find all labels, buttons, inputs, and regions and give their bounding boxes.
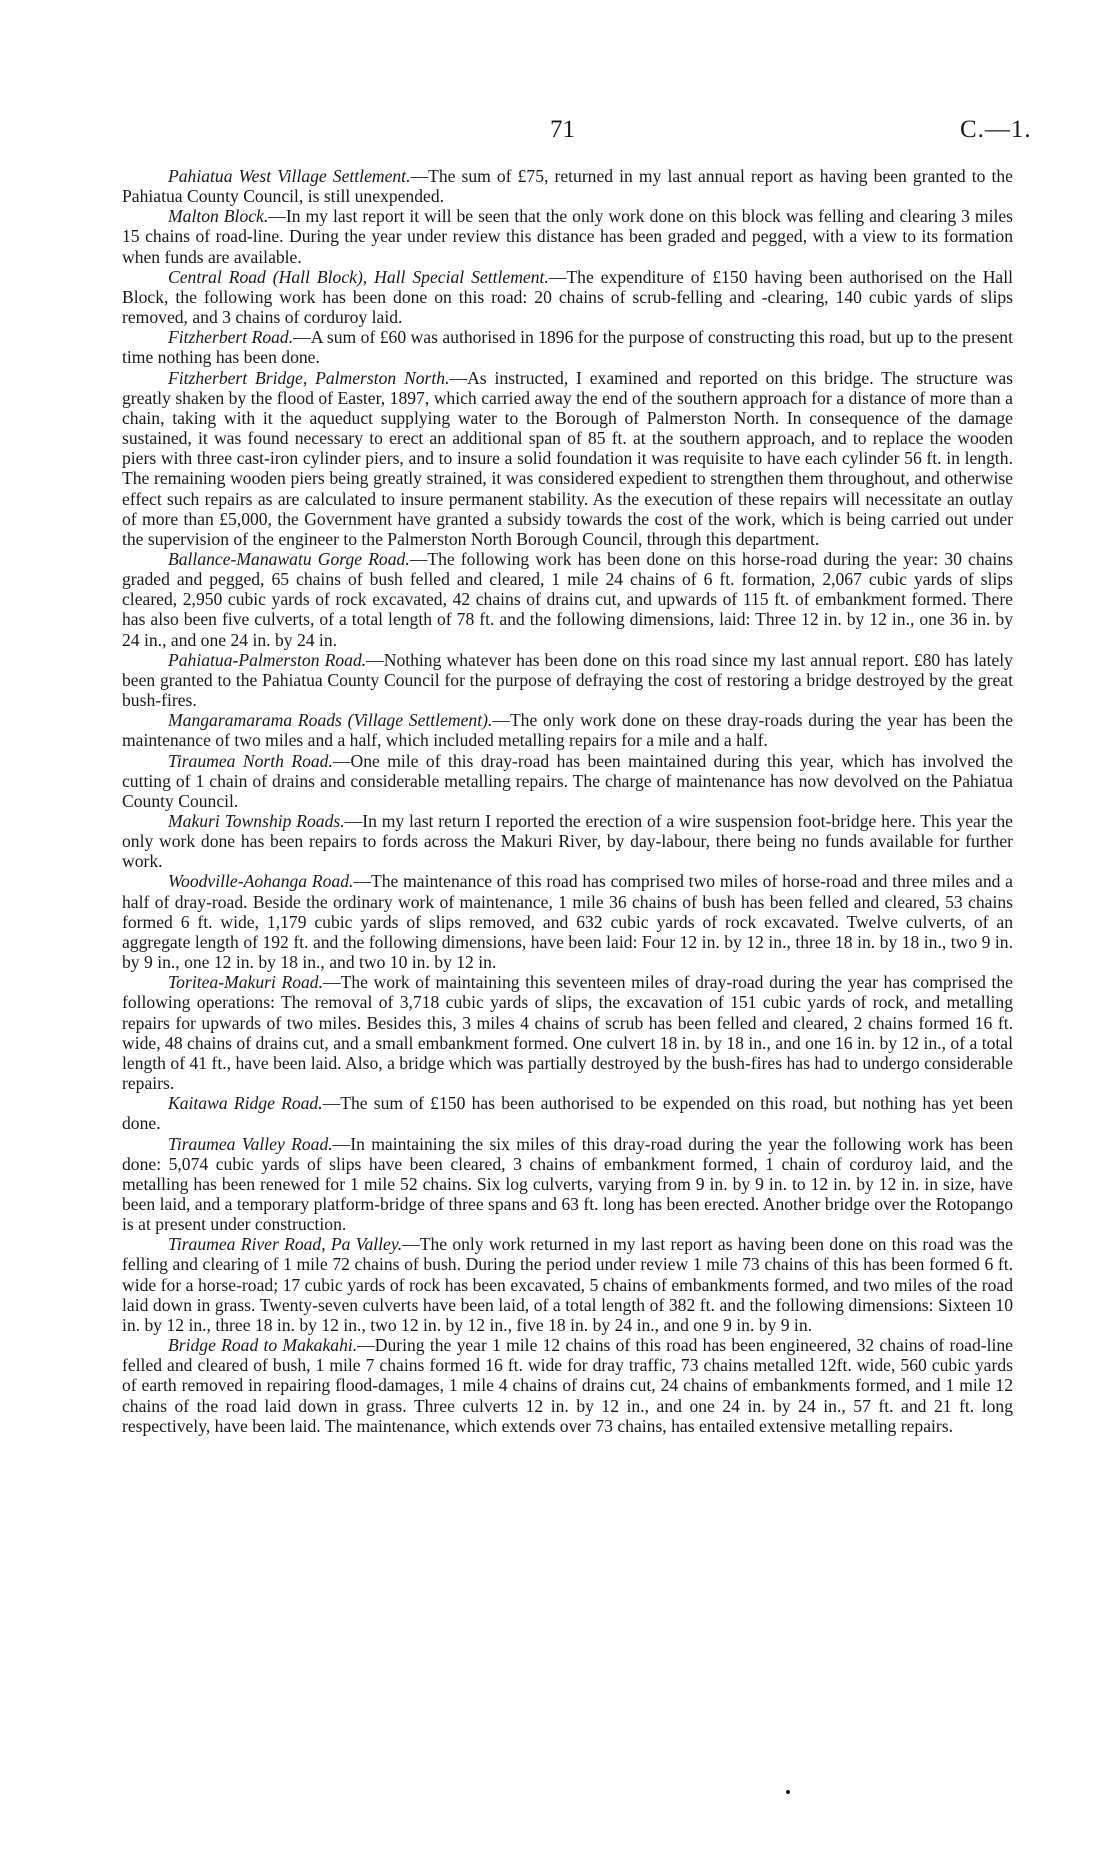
paragraph (122, 871, 1013, 972)
paragraph-heading: Tiraumea North Road. (168, 750, 333, 771)
paragraph-heading: Ballance-Manawatu Gorge Road. (168, 548, 410, 569)
paragraph-heading: Malton Block. (168, 206, 269, 227)
paragraph-heading: Toritea-Makuri Road. (168, 972, 323, 993)
paragraph-text: —The expenditure of £150 having been authorised on the Hall Block, the following work has been done on this road: 20 chains of scrub-felling and -clearing, 140 cubic yards of slips removed, and 3 chains of corduroy laid. (122, 266, 1013, 328)
paragraph-heading: Pahiatua-Palmerston Road. (168, 649, 367, 670)
paragraph (122, 650, 1013, 710)
paragraph-heading: Mangaramarama Roads (Village Settlement). (168, 710, 493, 731)
paragraph-text: —The sum of £75, returned in my last annual report as having been granted to the Pahiatua County Council, is still unexpended. (122, 166, 1013, 207)
paragraph-text: —During the year 1 mile 12 chains of this road has been engineered, 32 chains of road-line felled and cleared of bush, 1 mile 7 chains formed 16 ft. wide for dray traffic, 73 chains metalled 12ft. wide, 560 cubic yards of earth removed in repairing flood-damages, 1 mile 4 chains of drains cut, 24 chains of embankments formed, and 1 mile 12 chains of the road laid down in grass. Three culverts 12 in. by 12 in., and one 24 in. by 24 in., 57 ft. and 21 ft. long respectively, have been laid. The maintenance, which extends over 73 chains, has entailed extensive metalling repairs. (122, 1335, 1013, 1436)
paragraph (122, 549, 1013, 650)
paragraph-text: —A sum of £60 was authorised in 1896 for the purpose of constructing this road, but up to the present time nothing has been done. (122, 327, 1013, 368)
paragraph-heading: Fitzherbert Bridge, Palmerston North. (168, 367, 450, 388)
paragraph (122, 327, 1013, 367)
paragraph (122, 267, 1013, 327)
paragraph-text: —One mile of this dray-road has been maintained during this year, which has involved the cutting of 1 chain of drains and considerable metalling repairs. The charge of maintenance has now devolved on the Pahiatua County Council. (122, 750, 1013, 811)
paragraph (122, 811, 1013, 871)
paragraph (122, 751, 1013, 811)
body-text (122, 166, 1013, 1436)
paragraph-text: —In maintaining the six miles of this dray-road during the year the following work has been done: 5,074 cubic yards of slips have been cleared, 3 chains of embankment formed, 1 chain of corduroy laid, and the metalling has been renewed for 1 mile 52 chains. Six log culverts, varying from 9 in. by 9 in. to 12 in. by 12 in. in size, have been laid, and a temporary platform-bridge of three spans and 63 ft. long has been erected. Another bridge over the Rotopango is at present under construction. (122, 1133, 1013, 1235)
page-number: 71 (550, 116, 575, 143)
paragraph-text: —In my last report it will be seen that the only work done on this block was felling and clearing 3 miles 15 chains of road-line. During the year under review this distance has been graded and pegged, with a view to its formation when funds are available. (122, 206, 1013, 267)
paragraph-text: —The sum of £150 has been authorised to be expended on this road, but nothing has yet been done. (122, 1093, 1013, 1134)
paragraph (122, 1134, 1013, 1235)
paragraph-text: —As instructed, I examined and reported on this bridge. The structure was greatly shaken by the flood of Easter, 1897, which carried away the end of the southern approach for a distance of more than a chain, taking with it the aqueduct supplying water to the Borough of Palmerston North. In consequence of the damage sustained, it was found necessary to erect an additional span of 85 ft. at the southern approach, and to replace the wooden piers with three cast-iron cylinder piers, and to insure a solid foundation it was requisite to have each cylinder 56 ft. in length. The remaining wooden piers being greatly strained, it was considered expedient to strengthen them throughout, and otherwise effect such repairs as are calculated to insure permanent stability. As the execution of these repairs will necessitate an outlay of more than £5,000, the Government have granted a subsidy towards the cost of the work, which is being carried out under the supervision of the engineer to the Palmerston North Borough Council, through this department. (122, 367, 1013, 549)
stray-ink-dot (786, 1790, 790, 1794)
paragraph (122, 368, 1013, 549)
paragraph-heading: Tiraumea River Road, Pa Valley. (168, 1234, 403, 1255)
paragraph (122, 1335, 1013, 1436)
paragraph-text: —The only work done on these dray-roads during the year has been the maintenance of two miles and a half, which included metalling repairs for a mile and a half. (122, 710, 1014, 751)
paragraph-text: —The only work returned in my last report as having been done on this road was the felling and clearing of 1 mile 72 chains of bush. During the period under review 1 mile 73 chains of this has been formed 6 ft. wide for a horse-road; 17 cubic yards of rock has been excavated, 5 chains of embankments formed, and two miles of the road laid down in grass. Twenty-seven culverts have been laid, of a total length of 382 ft. and the following dimensions: Sixteen 10 in. by 12 in., three 18 in. by 12 in., two 12 in. by 12 in., five 18 in. by 24 in., and one 9 in. by 9 in. (122, 1234, 1013, 1335)
paragraph (122, 710, 1013, 750)
paragraph-heading: Tiraumea Valley Road. (168, 1133, 333, 1154)
page-code: C.—1. (960, 116, 1032, 143)
paragraph-heading: Central Road (Hall Block), Hall Special Settlement. (168, 266, 549, 287)
paragraph (122, 206, 1013, 266)
paragraph-heading: Bridge Road to Makakahi. (168, 1335, 358, 1356)
paragraph (122, 972, 1013, 1093)
paragraph (122, 166, 1013, 206)
paragraph-heading: Fitzherbert Road. (168, 327, 294, 348)
paragraph (122, 1093, 1013, 1133)
paragraph-text: —In my last return I reported the erection of a wire suspension foot-bridge here. This year the only work done has been repairs to fords across the Makuri River, by day-labour, there being no funds available for further work. (122, 811, 1013, 872)
paragraph-text: —The maintenance of this road has comprised two miles of horse-road and three miles and a half of dray-road. Beside the ordinary work of maintenance, 1 mile 36 chains of bush has been felled and cleared, 53 chains formed 6 ft. wide, 1,179 cubic yards of slips removed, and 632 cubic yards of rock excavated. Twelve culverts, of an aggregate length of 192 ft. and the following dimensions, have been laid: Four 12 in. by 12 in., three 18 in. by 18 in., two 9 in. by 9 in., one 12 in. by 18 in., and two 10 in. by 12 in. (122, 871, 1013, 973)
paragraph-heading: Makuri Township Roads. (168, 811, 345, 831)
paragraph-text: —The following work has been done on this horse-road during the year: 30 chains graded and pegged, 65 chains of bush felled and cleared, 1 mile 24 chains of 6 ft. formation, 2,067 cubic yards of slips cleared, 2,950 cubic yards of rock excavated, 42 chains of drains cut, and upwards of 115 ft. of embankment formed. There has also been five culverts, of a total length of 78 ft. and the following dimensions, laid: Three 12 in. by 12 in., one 36 in. by 24 in., and one 24 in. by 24 in. (122, 548, 1014, 650)
paragraph-heading: Kaitawa Ridge Road. (168, 1093, 323, 1114)
paragraph-text: —Nothing whatever has been done on this road since my last annual report. £80 has lately been granted to the Pahiatua County Council for the purpose of defraying the cost of restoring a bridge destroyed by the great bush-fires. (122, 649, 1013, 711)
paragraph-heading: Woodville-Aohanga Road. (168, 871, 354, 892)
paragraph-text: —The work of maintaining this seventeen miles of dray-road during the year has comprised the following operations: The removal of 3,718 cubic yards of slips, the excavation of 151 cubic yards of rock, and metalling repairs for upwards of two miles. Besides this, 3 miles 4 chains of scrub has been felled and cleared, 2 chains formed 16 ft. wide, 48 chains of drains cut, and a small embankment formed. One culvert 18 in. by 18 in., and one 16 in. by 12 in., of a total length of 41 ft., have been laid. Also, a bridge which was partially destroyed by the bush-fires has had to undergo considerable repairs. (122, 972, 1013, 1094)
paragraph-heading: Pahiatua West Village Settlement. (168, 166, 411, 186)
paragraph (122, 1234, 1013, 1335)
